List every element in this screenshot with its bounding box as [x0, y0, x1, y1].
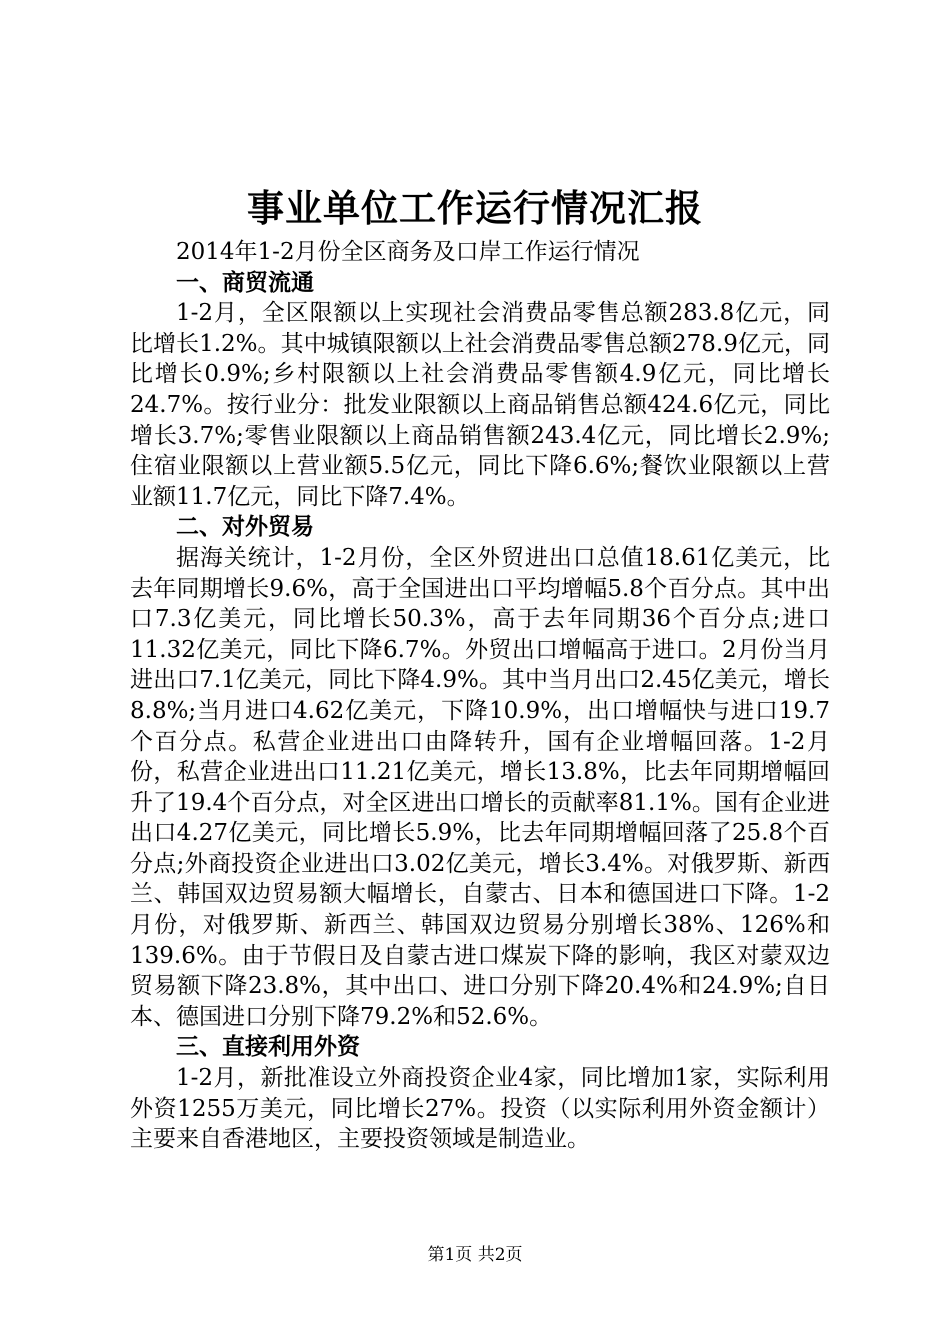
page-number-footer: 第1页 共2页	[427, 1245, 523, 1265]
section-paragraph-foreign-trade: 据海关统计，1-2月份，全区外贸进出口总值18.61亿美元，比去年同期增长9.6%，高于全国进出口平均增幅5.8个百分点。其中出口7.3亿美元，同比增长50.3%，高于去年同期36个百分点;进口11.32亿美元，同比下降6.7%。外贸出口增幅高于进口。2月份当月进出口7.1亿美元，同比下降4.9%。其中当月出口2.45亿美元，增长8.8%;当月进口4.62亿美元，下降10.9%，出口增幅快与进口19.7个百分点。私营企业进出口由降转升，国有企业增幅回落。1-2月份，私营企业进出口11.21亿美元，增长13.8%，比去年同期增幅回升了19.4个百分点，对全区进出口增长的贡献率81.1%。国有企业进出口4.27亿美元，同比增长5.9%，比去年同期增幅回落了25.8个百分点;外商投资企业进出口3.02亿美元，增长3.4%。对俄罗斯、新西兰、韩国双边贸易额大幅增长，自蒙古、日本和德国进口下降。1-2月份，对俄罗斯、新西兰、韩国双边贸易分别增长38%、126%和139.6%。由于节假日及自蒙古进口煤炭下降的影响，我区对蒙双边贸易额下降23.8%，其中出口、进口分别下降20.4%和24.9%;自日本、德国进口分别下降79.2%和52.6%。	[130, 544, 830, 1030]
section-heading-foreign-investment: 三、直接利用外资	[176, 1033, 360, 1061]
section-heading-foreign-trade: 二、对外贸易	[176, 513, 314, 541]
document-title: 事业单位工作运行情况汇报	[247, 186, 703, 230]
section-heading-trade-circulation: 一、商贸流通	[176, 268, 314, 296]
document-subtitle: 2014年1-2月份全区商务及口岸工作运行情况	[176, 239, 640, 265]
document-body	[130, 237, 830, 1155]
section-paragraph-trade-circulation: 1-2月，全区限额以上实现社会消费品零售总额283.8亿元，同比增长1.2%。其中城镇限额以上社会消费品零售总额278.9亿元，同比增长0.9%;乡村限额以上社会消费品零售额4.9亿元，同比增长24.7%。按行业分：批发业限额以上商品销售总额424.6亿元，同比增长3.7%;零售业限额以上商品销售额243.4亿元，同比增长2.9%;住宿业限额以上营业额5.5亿元，同比下降6.6%;餐饮业限额以上营业额11.7亿元，同比下降7.4%。	[130, 300, 830, 510]
section-paragraph-foreign-investment: 1-2月，新批准设立外商投资企业4家，同比增加1家，实际利用外资1255万美元，同比增长27%。投资（以实际利用外资金额计）主要来自香港地区，主要投资领域是制造业。	[130, 1065, 830, 1153]
